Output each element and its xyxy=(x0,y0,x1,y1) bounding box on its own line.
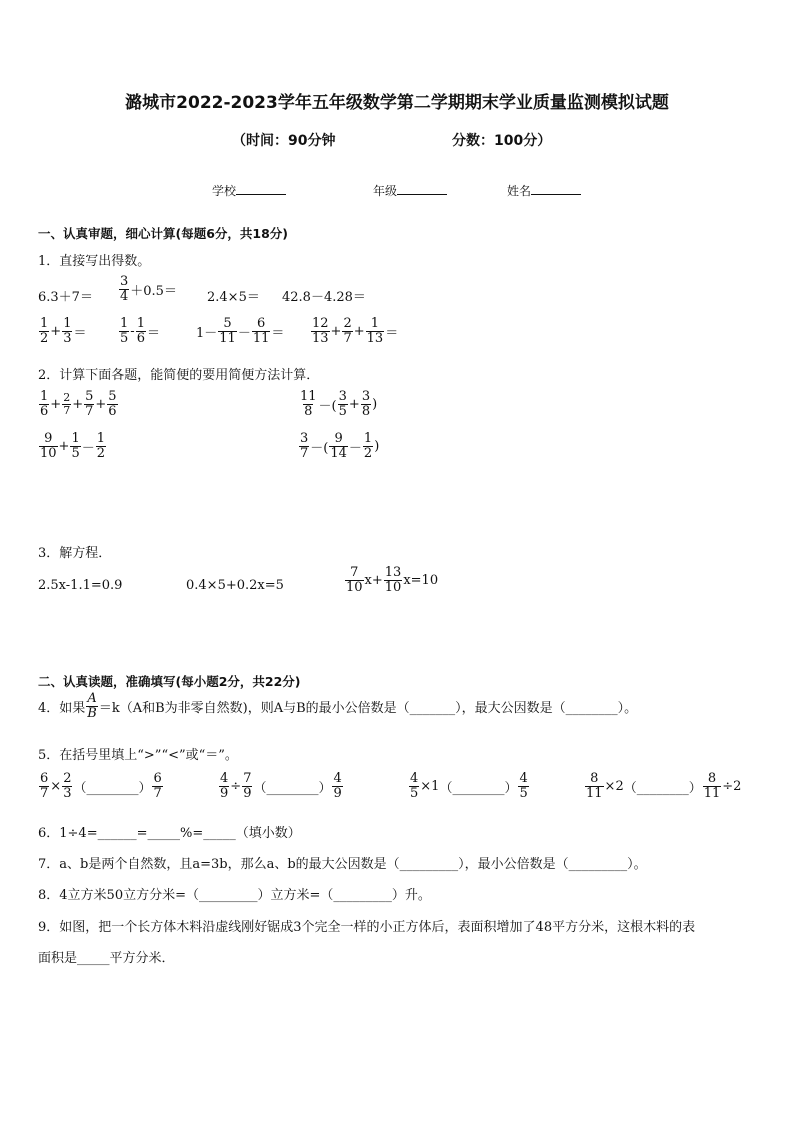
answer-blank[interactable]: （________） xyxy=(439,780,518,796)
q5-item-d: $\frac{8}{11}$ ×2 （________） $\frac{8}{11}$ ÷2 xyxy=(586,771,742,801)
q2-label: 2．计算下面各题，能简便的要用简便方法计算． xyxy=(38,368,320,383)
q2-expr-1: $\frac{1}{6}$ + $\frac{2}{7}$ + $\frac{5}{7}$ + $\frac{5}{6}$ xyxy=(40,389,117,419)
fraction: $\frac{3}{4}$ xyxy=(120,274,129,304)
q9-line1: 9．如图，把一个长方体木料沿虚线刚好锯成3个完全一样的小正方体后，表面积增加了48平方分米，这根木料的表 xyxy=(38,920,696,935)
q9-line2: 面积是_____平方分米． xyxy=(38,951,175,966)
grade-field[interactable]: 年级 xyxy=(373,182,447,199)
q1-item-b: $\frac{3}{4}$ ＋0.5＝ xyxy=(120,274,177,304)
q1-item-a: 6.3＋7＝ xyxy=(38,290,93,305)
q1-item-d: 42.8－4.28＝ xyxy=(282,290,366,305)
q4: 4．如果 $\frac{A}{B}$ ＝k（A和B为非零自然数)，则A与B的最小公倍数是（_______），最大公因数是（________）。 xyxy=(38,691,638,721)
q2-expr-2: $\frac{11}{8}$ －( $\frac{3}{5}$ + $\frac{3}{8}$ ) xyxy=(300,389,378,419)
time-label: （时间：90分钟 xyxy=(232,133,336,149)
q1-item-f: $\frac{1}{5}$ - $\frac{1}{6}$ ＝ xyxy=(120,316,160,346)
q1-item-h: $\frac{12}{13}$ + $\frac{2}{7}$ + $\frac{1}{13}$ ＝ xyxy=(312,316,399,346)
answer-blank[interactable]: （________） xyxy=(623,780,702,796)
school-blank[interactable] xyxy=(236,182,286,195)
school-field[interactable]: 学校 xyxy=(212,182,286,199)
q5-label: 5．在括号里填上“>”“<”或“＝”。 xyxy=(38,748,238,763)
q1-item-c: 2.4×5＝ xyxy=(207,290,260,305)
answer-blank[interactable]: （________） xyxy=(73,780,152,796)
section1-heading: 一、认真审题，细心计算(每题6分，共18分) xyxy=(38,226,289,241)
q8: 8．4立方米50立方分米=（_________）立方米=（_________）升。 xyxy=(38,888,431,903)
q2-expr-3: $\frac{9}{10}$ + $\frac{1}{5}$ － $\frac{1}{2}$ xyxy=(40,431,106,461)
q5-item-b: $\frac{4}{9}$ ÷ $\frac{7}{9}$ （________） $\frac{4}{9}$ xyxy=(220,771,342,801)
q5-item-a: $\frac{6}{7}$ × $\frac{2}{3}$ （________） $\frac{6}{7}$ xyxy=(40,771,162,801)
score-label: 分数：100分） xyxy=(452,133,552,149)
q3-eq-a: 2.5x-1.1=0.9 xyxy=(38,578,123,593)
q7: 7．a、b是两个自然数，且a=3b，那么a、b的最大公因数是（_________），最小公倍数是（_________）。 xyxy=(38,857,647,872)
section2-heading: 二、认真读题，准确填写(每小题2分，共22分) xyxy=(38,674,301,689)
q3-eq-c: $\frac{7}{10}$ x+ $\frac{13}{10}$ x=10 xyxy=(346,565,439,595)
answer-blank[interactable]: （________） xyxy=(253,780,332,796)
q3-eq-b: 0.4×5+0.2x=5 xyxy=(186,578,284,593)
q1-item-e: $\frac{1}{2}$ + $\frac{1}{3}$ ＝ xyxy=(40,316,87,346)
q1-item-g: 1－ $\frac{5}{11}$ － $\frac{6}{11}$ ＝ xyxy=(196,316,285,346)
q3-label: 3．解方程． xyxy=(38,546,112,561)
name-field[interactable]: 姓名 xyxy=(507,182,581,199)
q2-expr-4: $\frac{3}{7}$ －( $\frac{9}{14}$ － $\frac{1}{2}$ ) xyxy=(300,431,380,461)
q1-label: 1．直接写出得数。 xyxy=(38,254,151,269)
name-blank[interactable] xyxy=(531,182,581,195)
q5-item-c: $\frac{4}{5}$ ×1 （________） $\frac{4}{5}$ xyxy=(410,771,528,801)
grade-blank[interactable] xyxy=(397,182,447,195)
page-title: 潞城市2022-2023学年五年级数学第二学期期末学业质量监测模拟试题 xyxy=(125,93,669,113)
q6: 6．1÷4=______=_____%=_____（填小数） xyxy=(38,826,301,841)
